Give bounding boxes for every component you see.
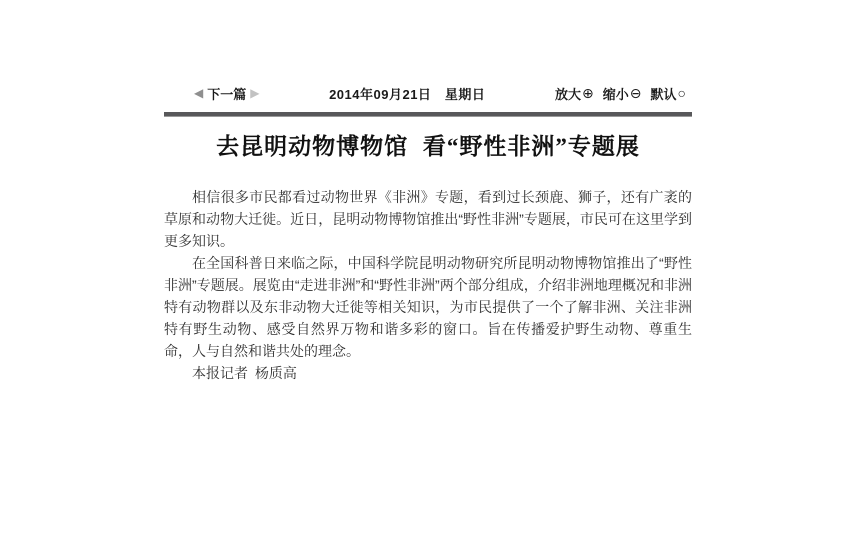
zoom-out-button[interactable] (603, 84, 642, 103)
zoom-default-label[interactable]: 默认 (650, 86, 677, 102)
article-title: 去昆明动物博物馆 看“野性非洲”专题展 (216, 134, 640, 159)
zoom-out-icon[interactable]: ⊖ (629, 84, 642, 101)
article-paragraph: 在全国科普日来临之际，中国科学院昆明动物研究所昆明动物博物馆推出了“野性非洲”专题展。展览由“走进非洲”和“野性非洲”两个部分组成，介绍非洲地理概况和非洲特有动物群以及东非动物大迁徙等相关知识，为市民提供了一个了解非洲、关注非洲特有野生动物、感受自然界万物和谐多彩的窗口。旨在传播爱护野生动物、尊重生命，人与自然和谐共处的理念。 (164, 255, 692, 359)
article-paragraph: 相信很多市民都看过动物世界《非洲》专题，看到过长颈鹿、狮子，还有广袤的草原和动物大迁徙。近日，昆明动物博物馆推出“野性非洲”专题展，市民可在这里学到更多知识。 (164, 189, 692, 249)
zoom-in-button[interactable] (555, 84, 594, 103)
article-body (164, 117, 692, 384)
zoom-default-icon[interactable]: ○ (677, 85, 686, 101)
prev-arrow-icon[interactable]: ◀ (194, 86, 204, 100)
next-arrow-icon[interactable]: ▶ (250, 86, 260, 100)
date-label: 2014年09月21日 星期日 (329, 86, 486, 102)
prev-article-control[interactable] (194, 84, 259, 103)
zoom-controls (555, 84, 686, 103)
zoom-in-label[interactable]: 放大 (555, 86, 582, 102)
zoom-out-label[interactable]: 缩小 (602, 86, 629, 102)
zoom-in-icon[interactable]: ⊕ (582, 84, 594, 101)
toolbar (164, 82, 692, 104)
reader-content (164, 82, 692, 384)
article-byline: 本报记者 杨质高 (192, 365, 297, 381)
prev-article-label[interactable]: 下一篇 (207, 86, 247, 102)
zoom-default-button[interactable] (651, 84, 686, 103)
